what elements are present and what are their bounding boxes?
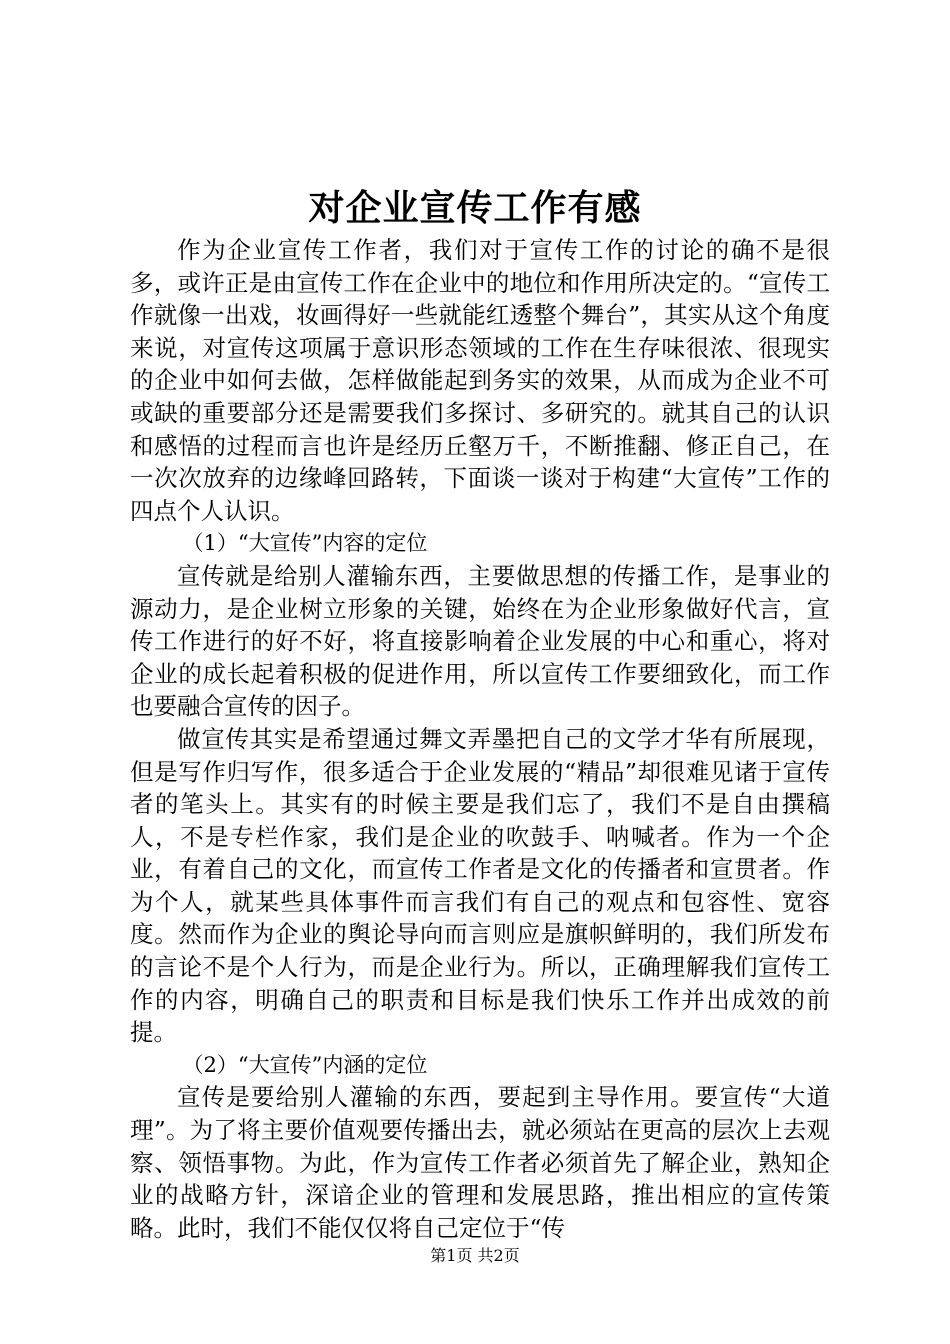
paragraph-section2-a: 宣传是要给别人灌输的东西，要起到主导作用。要宣传“大道理”。为了将主要价值观要传播出去，就必须站在更高的层次上去观察、领悟事物。为此，作为宣传工作者必须首先了解企业，熟知企业的战略方针，深谙企业的管理和发展思路，推出相应的宣传策略。此时，我们不能仅仅将自己定位于“传 (130, 1083, 830, 1242)
paragraph-section1-a: 宣传就是给别人灌输东西，主要做思想的传播工作，是事业的源动力，是企业树立形象的关键，始终在为企业形象做好代言，宣传工作进行的好不好，将直接影响着企业发展的中心和重心，将对企业的成长起着积极的促进作用，所以宣传工作要细致化，而工作也要融合宣传的因子。 (130, 561, 830, 721)
paragraph-intro: 作为企业宣传工作者，我们对于宣传工作的讨论的确不是很多，或许正是由宣传工作在企业中的地位和作用所决定的。“宣传工作就像一出戏，妆画得好一些就能红透整个舞台”，其实从这个角度来说，对宣传这项属于意识形态领域的工作在生存味很浓、很现实的企业中如何去做，怎样做能起到务实的效果，从而成为企业不可或缺的重要部分还是需要我们多探讨、多研究的。就其自己的认识和感悟的过程而言也许是经历丘壑万千，不断推翻、修正自己，在一次次放弃的边缘峰回路转，下面谈一谈对于构建“大宣传”工作的四点个人认识。 (130, 236, 830, 525)
page-footer: 第1页 共2页 (430, 1246, 520, 1265)
document-body (130, 234, 830, 1244)
section-heading-1: （1）“大宣传”内容的定位 (182, 531, 428, 556)
section-heading-2: （2）“大宣传”内涵的定位 (182, 1052, 428, 1077)
page-title: 对企业宣传工作有感 (308, 187, 642, 229)
paragraph-section1-b: 做宣传其实是希望通过舞文弄墨把自己的文学才华有所展现，但是写作归写作，很多适合于企业发展的“精品”却很难见诸于宣传者的笔头上。其实有的时候主要是我们忘了，我们不是自由撰稿人，不是专栏作家，我们是企业的吹鼓手、呐喊者。作为一个企业，有着自己的文化，而宣传工作者是文化的传播者和宣贯者。作为个人，就某些具体事件而言我们有自己的观点和包容性、宽容度。然而作为企业的舆论导向而言则应是旗帜鲜明的，我们所发布的言论不是个人行为，而是企业行为。所以，正确理解我们宣传工作的内容，明确自己的职责和目标是我们快乐工作并出成效的前提。 (130, 724, 830, 1047)
